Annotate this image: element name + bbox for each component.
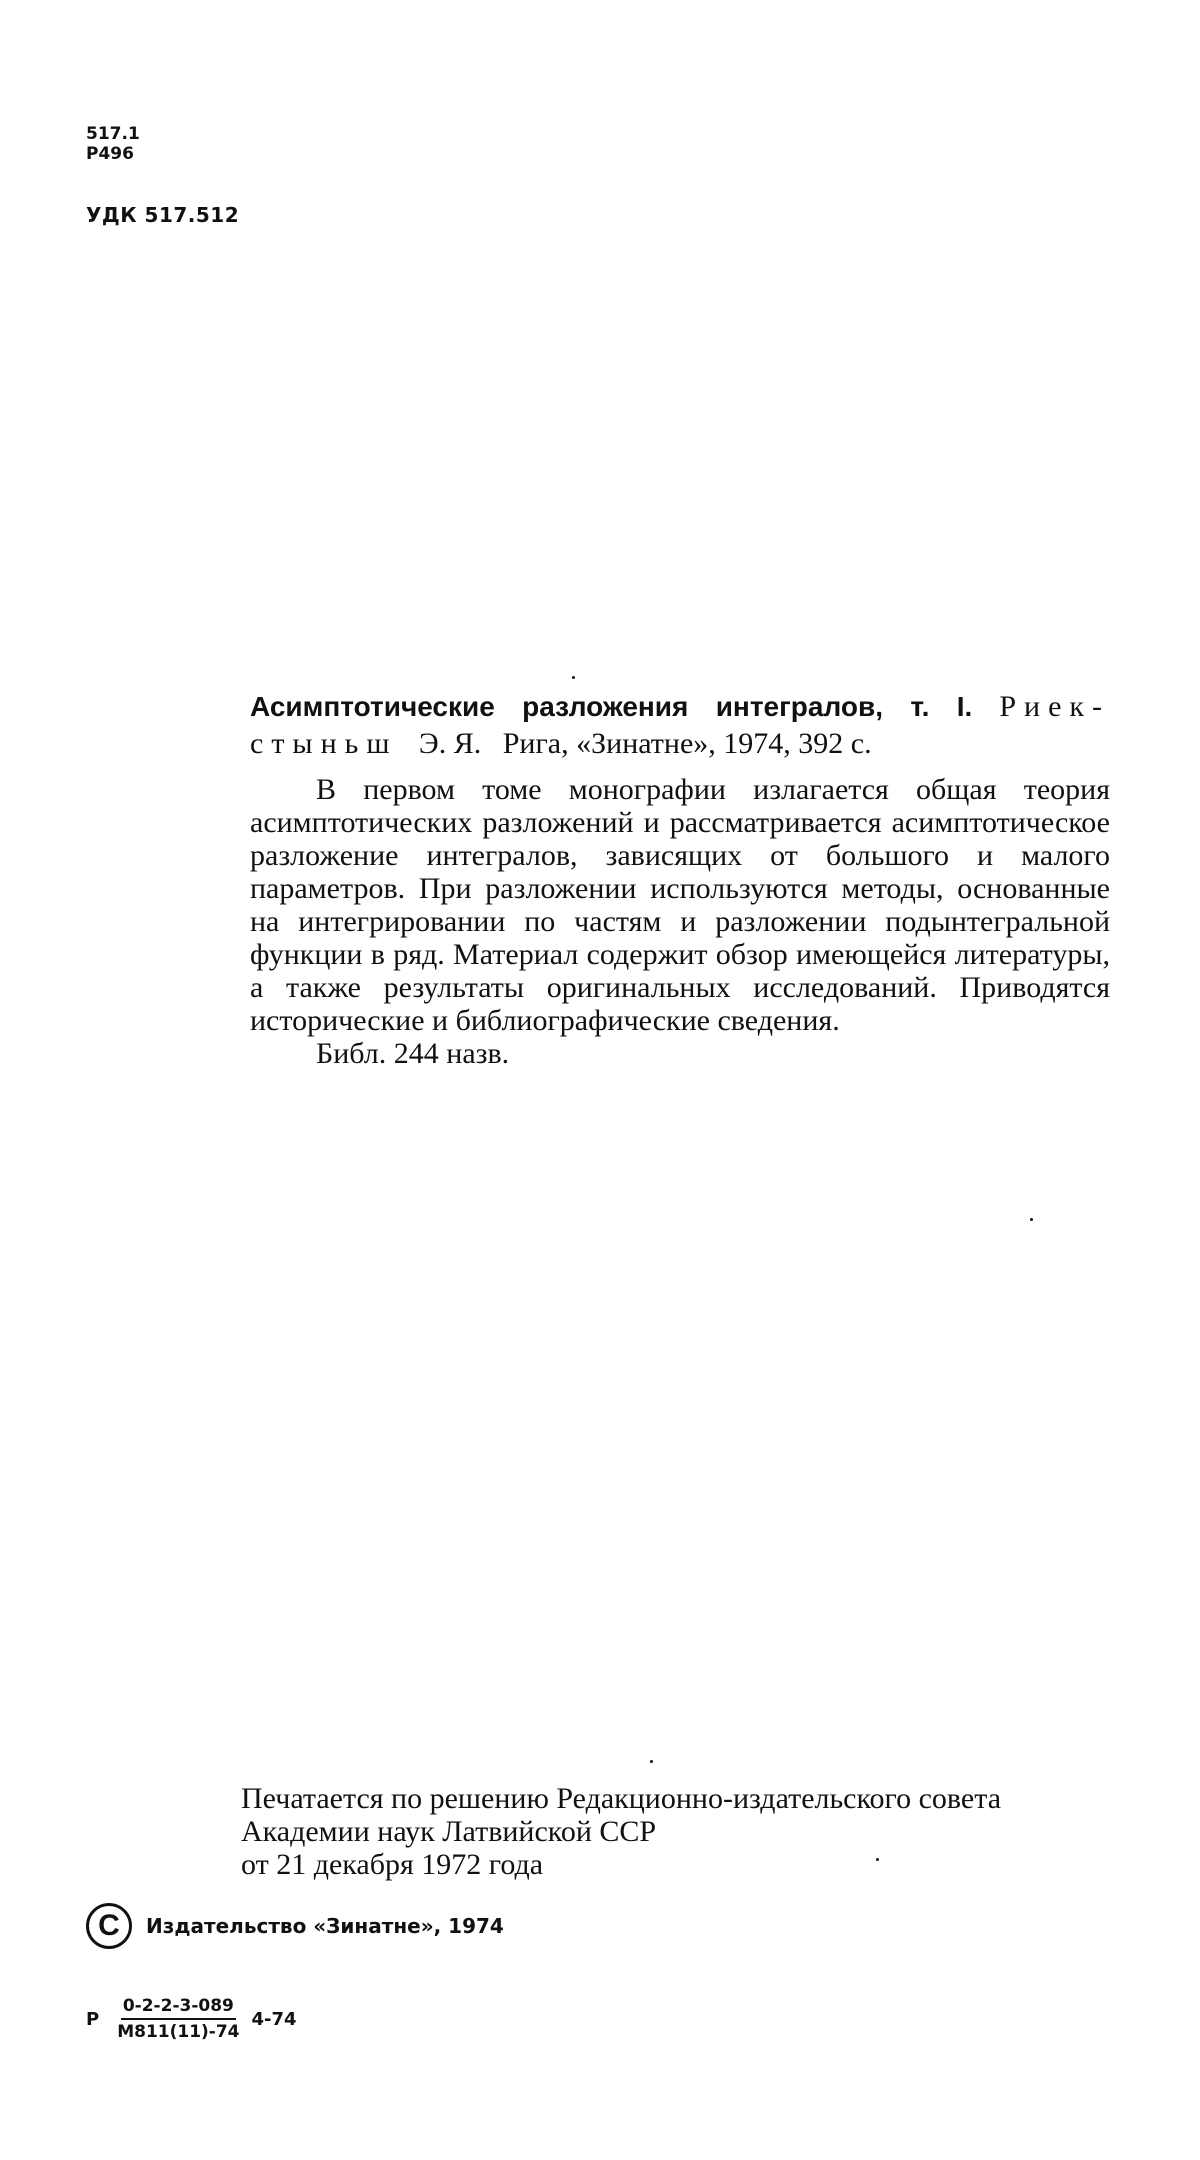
decision-line2: Академии наук Латвийской ССР <box>241 1815 657 1848</box>
author-surname-part1: Риек- <box>999 690 1110 723</box>
references-count: Библ. 244 назв. <box>316 1037 510 1070</box>
print-speck <box>1030 1218 1033 1221</box>
decision-line1: Печатается по решению Редакционно-издательского совета <box>241 1782 1002 1815</box>
bibliographic-line1 <box>250 688 1110 725</box>
copyright-icon: C <box>86 1903 132 1949</box>
book-title: Асимптотические разложения интегралов, т. I. <box>250 691 973 722</box>
abstract-body: В первом томе монографии излагается общая теория асимптотических разложений и рассматривается асимптотическое разложение интегралов, зависящих от большого и малого параметров. При разложении используются методы, основанные на интегрировании по частям и разложении подынтегральной функции в ряд. Материал содержит обзор имеющейся литературы, а также результаты оригинальных исследований. Приводятся исторические и библиографические сведения. <box>250 773 1110 1037</box>
copyright-text: Издательство «Зинатне», 1974 <box>146 1914 504 1938</box>
author-surname-part2: стыньш <box>250 727 398 760</box>
imprint: Рига, «Зинатне», 1974, 392 с. <box>502 727 872 760</box>
copyright-notice <box>86 1898 504 1954</box>
index-denominator: М811(11)-74 <box>117 2022 240 2042</box>
index-suffix: 4-74 <box>251 2008 297 2030</box>
bibliographic-line2 <box>250 725 872 762</box>
decision-line3: от 21 декабря 1972 года <box>241 1848 544 1881</box>
udk-code: УДК 517.512 <box>86 203 240 227</box>
abstract <box>250 773 1110 1070</box>
index-numerator: 0-2-2-3-089 <box>121 1996 236 2020</box>
print-speck <box>572 676 575 679</box>
class-code-line1: 517.1 <box>86 124 140 144</box>
author-initials: Э. Я. <box>418 727 482 760</box>
class-code-line2: P496 <box>86 144 134 164</box>
index-fraction <box>117 1996 239 2042</box>
print-speck <box>650 1760 653 1763</box>
index-letter: Р <box>86 2008 100 2030</box>
publication-index <box>86 1984 297 2054</box>
classification-code <box>86 124 140 164</box>
publication-decision <box>241 1782 1121 1881</box>
